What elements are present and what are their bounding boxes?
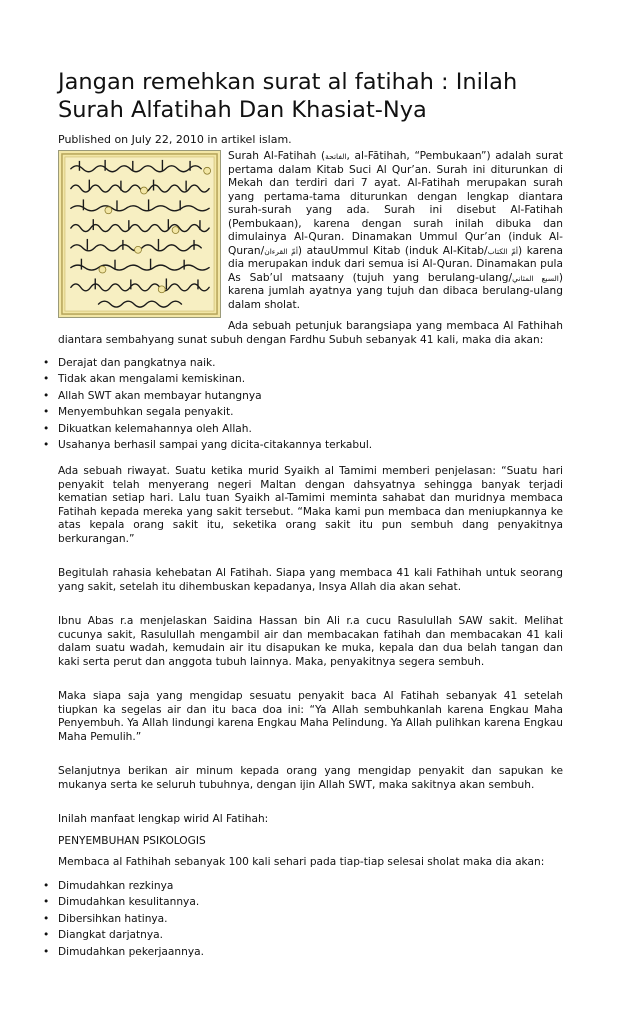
intro-text-5: ) karena jumlah ayatnya yang tujuh dan dibaca berulang-ulang dalam sholat. xyxy=(228,271,563,311)
list-item: • Usahanya berhasil sampai yang dicita-citakannya terkabul. xyxy=(0,437,563,453)
published-meta: Published on July 22, 2010 in artikel islam. xyxy=(58,133,292,146)
list-item: • Dikuatkan kelemahannya oleh Allah. xyxy=(0,421,563,437)
quran-calligraphy-image xyxy=(58,150,221,318)
list-item: • Dimudahkan rezkinya xyxy=(0,878,563,894)
riwayat-paragraph: Ada sebuah riwayat. Suatu ketika murid Syaikh al Tamimi memberi penjelasan: “Suatu hari penyakit telah menyerang negeri Maltan dengan dahsyatnya sehingga banyak terjadi kematian setiap hari. Lalu tuan Syaikh al-Tamimi meminta sahabat dan muridnya membaca Fatihah kepada mereka yang sakit tersebut. “Maka kami pun membaca dan meniupkannya ke atas kepala orang sakit itu, seketika orang sakit itu pun sembuh dang penyakitnya berkurangan.” xyxy=(58,465,563,545)
arabic-alfatihah: الفاتحة xyxy=(325,152,347,161)
arabic-ummul-kitab: أمّ الكتاب xyxy=(487,246,519,256)
benefits-list-1 xyxy=(0,355,563,453)
selanjutnya-paragraph: Selanjutnya berikan air minum kepada orang yang mengidap penyakit dan sapukan ke mukanya serta ke seluruh tubuhnya, dengan ijin Allah SWT, maka sakitnya akan sembuh. xyxy=(58,765,563,791)
intro-text-1: Surah Al-Fatihah ( xyxy=(228,150,326,162)
list-item: • Derajat dan pangkatnya naik. xyxy=(0,355,563,371)
list-item: • Tidak akan mengalami kemiskinan. xyxy=(0,371,563,387)
calligraphy-icon xyxy=(59,151,220,317)
article-title: Jangan remehkan surat al fatihah : Inilah Surah Alfatihah Dan Khasiat-Nya xyxy=(58,69,518,123)
list-item: • Diangkat darjatnya. xyxy=(0,927,563,943)
benefits-list-2 xyxy=(0,878,563,960)
list-item: • Dibersihkan hatinya. xyxy=(0,911,563,927)
petunjuk-paragraph: Ada sebuah petunjuk barangsiapa yang membaca Al Fathihah diantara sembahyang sunat subuh dengan Fardhu Subuh sebanyak 41 kali, maka dia akan: xyxy=(58,320,563,346)
intro-text-4: ) karena dia merupakan induk dari semua isi Al-Quran. Dinamakan pula As Sab’ul matsaany (tujuh yang berulang-ulang/ xyxy=(228,244,563,284)
rahasia-paragraph: Begitulah rahasia kehebatan Al Fatihah. Siapa yang membaca 41 kali Fathihah untuk seorang yang sakit, setelah itu dihembuskan kepadanya, Insya Allah dia akan sehat. xyxy=(58,567,563,593)
arabic-ummul-quran: أمّ القرءان xyxy=(264,246,298,256)
article xyxy=(58,68,563,972)
intro-text-2: , al-Fātihah, “Pembukaan”) adalah surat pertama dalam Kitab Suci Al Qur’an. Surah ini diturunkan di Mekah dan terdiri dari 7 ayat. Al-Fatihah merupakan surah yang pertama-tama diturunkan dengan lengkap diantara surah-surah yang ada. Surah ini disebut Al-Fatihah (Pembukaan), karena dengan surah inilah dibuka dan dimulainya Al-Quran. Dinamakan Ummul Qur’an (induk Al-Quran/ xyxy=(228,150,563,257)
list-item: • Menyembuhkan segala penyakit. xyxy=(0,404,563,420)
section-heading-psikologis: PENYEMBUHAN PSIKOLOGIS xyxy=(58,834,206,847)
intro-text-3: ) atauUmmul Kitab (induk Al-Kitab/ xyxy=(297,244,488,257)
arabic-sabul-matsaany: السبع المثاني xyxy=(512,273,559,283)
ibnu-abas-paragraph: Ibnu Abas r.a menjelaskan Saidina Hassan bin Ali r.a cucu Rasulullah SAW sakit. Melihat cucunya sakit, Rasulullah mengambil air dan membacakan fatihah dan membacakan 41 kali dalam suatu wadah, kemudain air itu disapukan ke muka, kepala dan dua belah tangan dan kaki serta perut dan anggota tubuh lainnya. Maka, penyakitnya segera sembuh. xyxy=(58,615,563,668)
manfaat-intro: Inilah manfaat lengkap wirid Al Fatihah: xyxy=(58,813,269,826)
list-item: • Allah SWT akan membayar hutangnya xyxy=(0,388,563,404)
article-body xyxy=(58,150,563,960)
doa-paragraph: Maka siapa saja yang mengidap sesuatu penyakit baca Al Fatihah sebanyak 41 setelah tiupkan ka segelas air dan itu baca doa ini: “Ya Allah sembuhkanlah karena Engkau Maha Penyembuh. Ya Allah lindungi karena Engkau Maha Pelindung. Ya Allah pulihkan karena Engkau Maha Pemulih.” xyxy=(58,690,563,743)
list-item: • Dimudahkan pekerjaannya. xyxy=(0,944,563,960)
list-item: • Dimudahkan kesulitannya. xyxy=(0,894,563,910)
membaca-paragraph: Membaca al Fathihah sebanyak 100 kali sehari pada tiap-tiap selesai sholat maka dia akan: xyxy=(58,856,545,869)
